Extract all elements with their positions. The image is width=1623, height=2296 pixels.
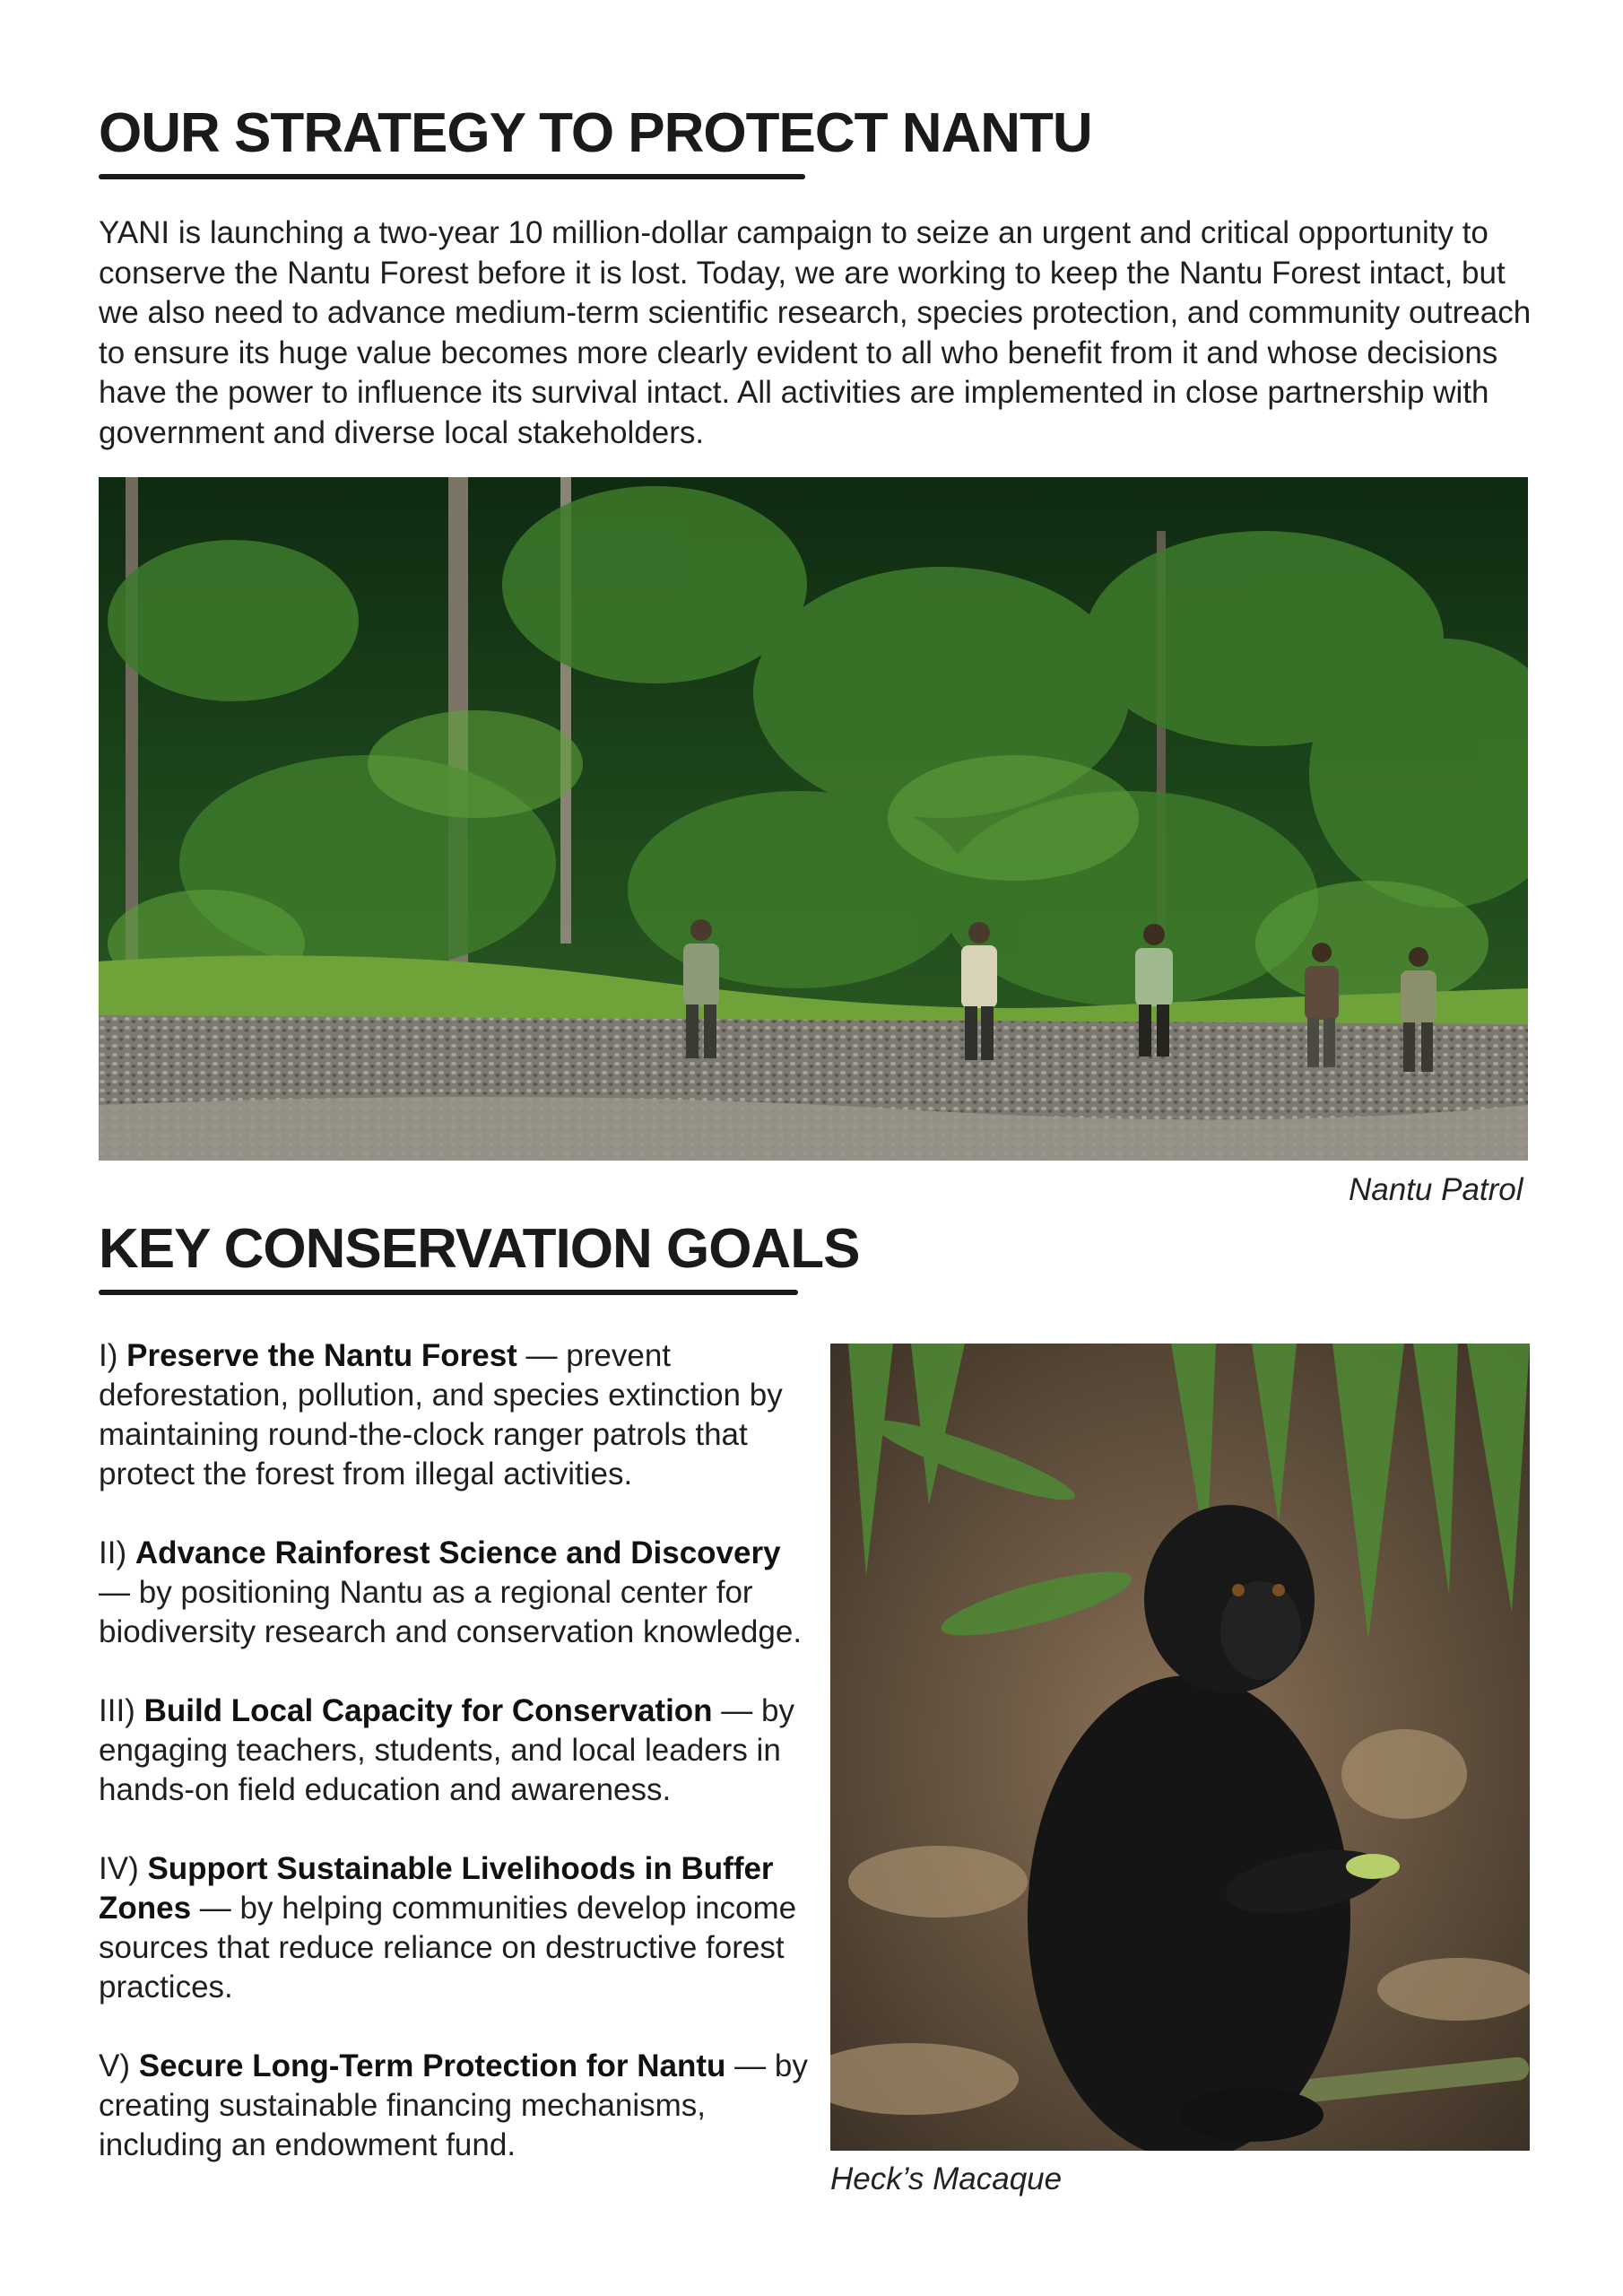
goal-item: V) Secure Long-Term Protection for Nantu — by creating sustainable financing mechanisms, including an endowment fund. [99, 2048, 808, 2162]
macaque-photo [830, 1344, 1530, 2151]
nantu-patrol-caption: Nantu Patrol [1349, 1172, 1523, 1207]
macaque-caption: Heck’s Macaque [830, 2161, 1063, 2196]
goal-item: I) Preserve the Nantu Forest — prevent deforestation, pollution, and species extinction by maintaining round-the-clock ranger patrols that protect the forest from illegal activities. [99, 1338, 783, 1492]
goal-item: II) Advance Rainforest Science and Discovery — by positioning Nantu as a regional center for biodiversity research and conservation knowledge. [99, 1535, 803, 1649]
heading-underline [99, 174, 805, 179]
goals-heading-underline [99, 1290, 798, 1295]
goal-item: III) Build Local Capacity for Conservation — by engaging teachers, students, and local leaders in hands-on field education and awareness. [99, 1693, 794, 1807]
nantu-patrol-photo [99, 477, 1528, 1161]
goal-item: IV) Support Sustainable Livelihoods in Buffer Zones — by helping communities develop income sources that reduce reliance on destructive forest practices. [99, 1851, 797, 2005]
strategy-heading: OUR STRATEGY TO PROTECT NANTU [99, 102, 1092, 164]
goals-list [99, 1336, 816, 2205]
strategy-intro: YANI is launching a two-year 10 million-dollar campaign to seize an urgent and critical opportunity to conserve the Nantu Forest before it is lost. Today, we are working to keep the Nantu Forest intact, but we also need to advance medium-term scientific research, species protection, and community outreach to ensure its huge value becomes more clearly evident to all who benefit from it and whose decisions have the power to influence its survival intact. All activities are implemented in close partnership with government and diverse local stakeholders. [99, 215, 1532, 450]
goals-heading: KEY CONSERVATION GOALS [99, 1218, 860, 1280]
